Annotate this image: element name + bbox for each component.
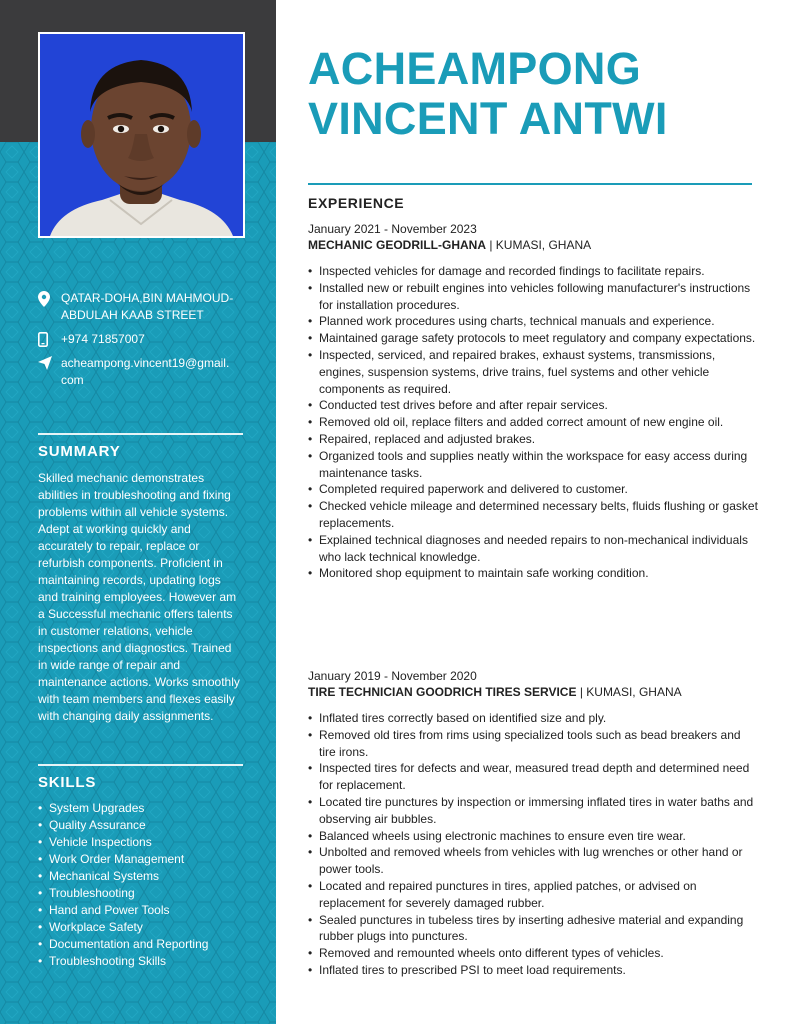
name-line-2: VINCENT ANTWI: [308, 93, 668, 144]
job-location: | KUMASI, GHANA: [576, 685, 682, 699]
duty-item: • Repaired, replaced and adjusted brakes.: [308, 431, 758, 448]
duty-item: • Inspected, serviced, and repaired brakes, exhaust systems, transmissions, engines, suspension systems, drive trains, fuel systems and other vehicle components as required.: [308, 347, 758, 397]
job-duties: [308, 263, 758, 582]
duty-item: • Removed and remounted wheels onto different types of vehicles.: [308, 945, 758, 962]
skill-item: • Mechanical Systems: [38, 868, 248, 885]
email-line-2: com: [61, 373, 84, 387]
portrait-image: [40, 34, 243, 236]
job-title-line: [308, 237, 758, 254]
job-location: | KUMASI, GHANA: [486, 238, 592, 252]
mobile-phone-icon: [38, 332, 48, 347]
skill-item: • System Upgrades: [38, 800, 248, 817]
contact-info: [38, 290, 248, 396]
duty-item: • Sealed punctures in tubeless tires by inserting adhesive material and expanding rubber plugs into punctures.: [308, 912, 758, 946]
skills-heading: SKILLS: [38, 774, 97, 791]
name-line-1: ACHEAMPONG: [308, 43, 642, 94]
skill-item: • Workplace Safety: [38, 919, 248, 936]
duty-item: • Completed required paperwork and delivered to customer.: [308, 481, 758, 498]
duty-item: • Removed old oil, replace filters and added correct amount of new engine oil.: [308, 414, 758, 431]
email-line-1: acheampong.vincent19@gmail.: [61, 356, 230, 370]
summary-heading: SUMMARY: [38, 443, 121, 460]
duty-item: • Conducted test drives before and after repair services.: [308, 397, 758, 414]
duty-item: • Installed new or rebuilt engines into vehicles following manufacturer's instructions for installation procedures.: [308, 280, 758, 314]
contact-phone: [38, 331, 248, 348]
skill-item: • Hand and Power Tools: [38, 902, 248, 919]
duty-item: • Explained technical diagnoses and needed repairs to non-mechanical individuals who lack technical knowledge.: [308, 532, 758, 566]
skill-item: • Troubleshooting Skills: [38, 953, 248, 970]
duty-item: • Located and repaired punctures in tires, applied patches, or advised on replacement for severely damaged rubber.: [308, 878, 758, 912]
duty-item: • Inflated tires to prescribed PSI to meet load requirements.: [308, 962, 758, 979]
duty-item: • Removed old tires from rims using specialized tools such as bead breakers and tire irons.: [308, 727, 758, 761]
address-text: QATAR-DOHA,BIN MAHMOUD-ABDULAH KAAB STREET: [61, 291, 234, 322]
skill-item: • Vehicle Inspections: [38, 834, 248, 851]
duty-item: • Planned work procedures using charts, technical manuals and experience.: [308, 313, 758, 330]
job-dates: January 2021 - November 2023: [308, 222, 477, 236]
duty-item: • Balanced wheels using electronic machines to ensure even tire wear.: [308, 828, 758, 845]
duty-item: • Unbolted and removed wheels from vehicles with lug wrenches or other hand or power tools.: [308, 844, 758, 878]
skills-divider: [38, 764, 243, 766]
skill-item: • Documentation and Reporting: [38, 936, 248, 953]
duty-item: • Organized tools and supplies neatly within the workspace for easy access during maintenance tasks.: [308, 448, 758, 482]
contact-address: [38, 290, 248, 324]
candidate-name: [308, 44, 758, 144]
duty-item: • Monitored shop equipment to maintain safe working condition.: [308, 565, 758, 582]
job-entry-1: [308, 221, 758, 582]
job-entry-2: [308, 668, 758, 979]
skill-item: • Troubleshooting: [38, 885, 248, 902]
experience-divider: [308, 183, 752, 185]
skill-item: • Work Order Management: [38, 851, 248, 868]
summary-text: Skilled mechanic demonstrates abilities in troubleshooting and fixing problems within all vehicle systems. Adept at working quickly and accurately to repair, replace or refurbish components. Proficient in maintaining records, updating logs and training employees. However am a Successful mechanic offers talents in customer relations, vehicle inspections and diagnostics. Trained in wide range of repair and maintenance actions. Works smoothly with team members and flexes easily with changing daily assignments.: [38, 471, 240, 723]
profile-photo: [38, 32, 245, 238]
job-dates: January 2019 - November 2020: [308, 669, 477, 683]
summary-divider: [38, 433, 243, 435]
duty-item: • Located tire punctures by inspection or immersing inflated tires in water baths and observing air bubbles.: [308, 794, 758, 828]
duty-item: • Inflated tires correctly based on identified size and ply.: [308, 710, 758, 727]
sidebar: [0, 0, 276, 1024]
duty-item: • Inspected vehicles for damage and recorded findings to facilitate repairs.: [308, 263, 758, 280]
job-title: MECHANIC GEODRILL-GHANA: [308, 238, 486, 252]
experience-heading: EXPERIENCE: [308, 195, 405, 211]
duty-item: • Checked vehicle mileage and determined necessary belts, fluids flushing or gasket replacements.: [308, 498, 758, 532]
send-arrow-icon: [38, 356, 52, 370]
job-title-line: [308, 684, 758, 701]
skills-list: [38, 800, 248, 970]
duty-item: • Maintained garage safety protocols to meet regulatory and company expectations.: [308, 330, 758, 347]
contact-email: [38, 355, 248, 389]
duty-item: • Inspected tires for defects and wear, measured tread depth and determined need for replacement.: [308, 760, 758, 794]
job-title: TIRE TECHNICIAN GOODRICH TIRES SERVICE: [308, 685, 577, 699]
phone-text: +974 71857007: [61, 332, 145, 346]
skill-item: • Quality Assurance: [38, 817, 248, 834]
job-duties: [308, 710, 758, 979]
location-pin-icon: [38, 291, 50, 307]
